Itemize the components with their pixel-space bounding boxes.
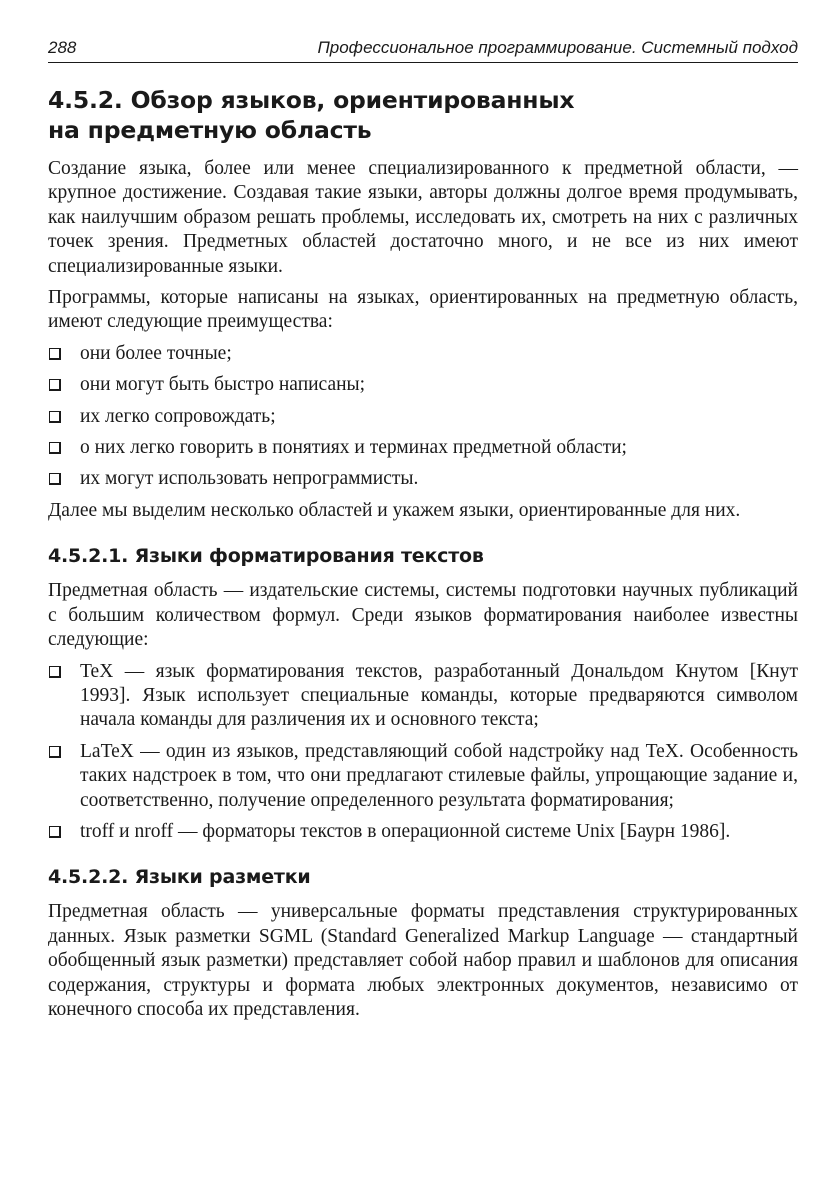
- square-bullet-icon: [49, 473, 61, 485]
- list-item-text: troff и nroff — форматоры текстов в операционной системе Unix [Баурн 1986].: [80, 820, 731, 842]
- list-item-text: они могут быть быстро написаны;: [80, 374, 366, 396]
- subsection-heading-markup: 4.5.2.2. Языки разметки: [48, 866, 311, 889]
- list-item-text: о них легко говорить в понятиях и терминах предметной области;: [80, 437, 627, 459]
- list-item: [48, 373, 798, 397]
- square-bullet-icon: [49, 746, 61, 758]
- book-page: [48, 38, 798, 1029]
- list-item: [48, 436, 798, 460]
- book-title: Профессиональное программирование. Системный подход: [317, 38, 798, 57]
- formatting-languages-list: [48, 660, 798, 845]
- transition-paragraph: Далее мы выделим несколько областей и укажем языки, ориентированные для них.: [48, 499, 741, 521]
- advantages-intro-paragraph: Программы, которые написаны на языках, ориентированных на предметную область, имеют следующие преимущества:: [48, 287, 798, 333]
- list-item: [48, 820, 798, 844]
- list-item-text: их легко сопровождать;: [80, 405, 276, 427]
- square-bullet-icon: [49, 411, 61, 423]
- subsection-heading-text-formatting: 4.5.2.1. Языки форматирования текстов: [48, 545, 484, 568]
- square-bullet-icon: [49, 348, 61, 360]
- list-item: [48, 660, 798, 733]
- list-item-text: LaTeX — один из языков, представляющий собой надстройку над TeX. Особенность таких надстроек в том, что они предлагают стилевые файлы, упрощающие задание и, соответственно, получение определенного результата форматирования;: [80, 740, 798, 811]
- markup-paragraph: Предметная область — универсальные форматы представления структурированных данных. Язык разметки SGML (Standard Generalized Markup Language — стандартный обобщенный язык разметки) представляет собой набор правил и шаблонов для описания содержания, структуры и формата любых электронных документов, независимо от конечного способа их представления.: [48, 901, 798, 1020]
- list-item-text: они более точные;: [80, 342, 232, 364]
- square-bullet-icon: [49, 666, 61, 678]
- list-item: [48, 342, 798, 366]
- square-bullet-icon: [49, 442, 61, 454]
- page-number: 288: [48, 38, 77, 57]
- square-bullet-icon: [49, 379, 61, 391]
- section-heading: [48, 85, 798, 145]
- list-item-text: их могут использовать непрограммисты.: [80, 468, 419, 490]
- section-heading-line-1: 4.5.2. Обзор языков, ориентированных: [48, 86, 575, 114]
- advantages-list: [48, 342, 798, 492]
- list-item: [48, 740, 798, 813]
- list-item: [48, 467, 798, 491]
- square-bullet-icon: [49, 826, 61, 838]
- list-item: [48, 405, 798, 429]
- text-formatting-paragraph: Предметная область — издательские системы, системы подготовки научных публикаций с большим количеством формул. Среди языков форматирования наиболее известны следующие:: [48, 580, 798, 651]
- section-heading-line-2: на предметную область: [48, 116, 372, 144]
- running-header: [48, 38, 798, 63]
- list-item-text: TeX — язык форматирования текстов, разработанный Дональдом Кнутом [Кнут 1993]. Язык использует специальные команды, которые предваряются символом начала команды для различения их и основного текста;: [80, 660, 798, 731]
- intro-paragraph: Создание языка, более или менее специализированного к предметной области, — крупное достижение. Создавая такие языки, авторы должны долгое время продумывать, как наилучшим образом решать проблемы, исследовать их, смотреть на них с различных точек зрения. Предметных областей достаточно много, и не все из них имеют специализированные языки.: [48, 158, 798, 277]
